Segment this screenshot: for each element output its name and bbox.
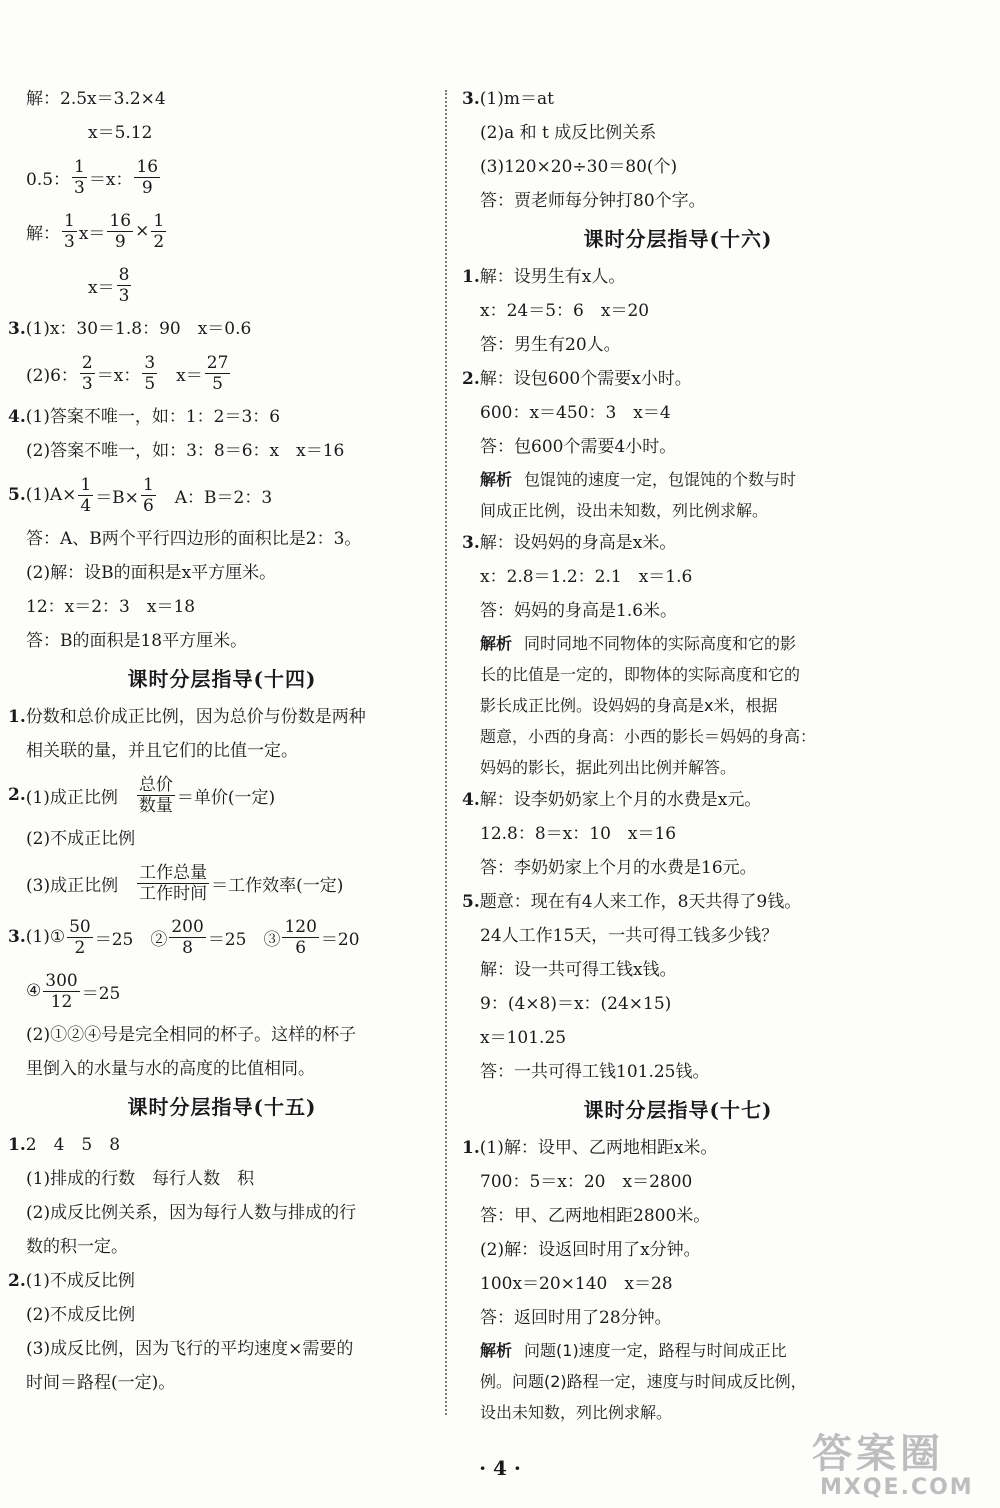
section-heading-16: 课时分层指导(十六)	[583, 227, 773, 251]
s16-q4-answer: 答：李奶奶家上个月的水费是16元。	[480, 858, 757, 878]
s15-q2-part3-line2: 时间＝路程(一定)。	[26, 1373, 176, 1393]
s17-q1-answer2: 答：返回时用了28分钟。	[480, 1308, 672, 1328]
eq-solve-1: 解：2.5x＝3.2×4	[26, 89, 166, 109]
s15-q2-part3-line1: (3)成反比例，因为飞行的平均速度×需要的	[26, 1339, 354, 1359]
s14-q2-part3: (3)成正比例 $\frac{\text{工作总量}}{\text{工作时间}}$ ＝工作效率(一定)	[26, 862, 344, 904]
section-heading-15: 课时分层指导(十五)	[127, 1095, 317, 1119]
q4-part1: 4.(1)答案不唯一，如：1：2＝3：6	[8, 407, 281, 427]
fraction: $\frac{16}{9}$	[109, 210, 132, 252]
eq-result-2: x＝ $\frac{8}{3}$	[88, 264, 130, 306]
fraction: $\frac{1}{2}$	[153, 210, 165, 252]
s16-q5-line5: x＝101.25	[480, 1028, 567, 1048]
s16-q4-line1: 4.解：设李奶奶家上个月的水费是x元。	[462, 790, 762, 810]
q5-part2: (2)解：设B的面积是x平方厘米。	[26, 563, 277, 583]
s14-q2-part2: (2)不成正比例	[26, 829, 136, 849]
fraction: $\frac{3}{5}$	[144, 352, 156, 394]
s16-q2-answer: 答：包600个需要4小时。	[480, 437, 677, 457]
s17-q1-line5: 100x＝20×140 x＝28	[480, 1274, 673, 1294]
s16-q2-line2: 600：x＝450：3 x＝4	[480, 403, 671, 423]
s16-q2-line1: 2.解：设包600个需要x小时。	[462, 369, 692, 389]
fraction: $\frac{1}{4}$	[80, 474, 92, 516]
r-q3-part1: 3.(1)m＝at	[462, 89, 554, 109]
s17-q1-line4: (2)解：设返回时用了x分钟。	[480, 1240, 701, 1260]
page-number: · 4 ·	[479, 1456, 521, 1480]
s17-q1-answer1: 答：甲、乙两地相距2800米。	[480, 1206, 711, 1226]
s16-q1-line1: 1.解：设男生有x人。	[462, 267, 626, 287]
s14-q3-part2-line1: (2)①②④号是完全相同的杯子。这样的杯子	[26, 1025, 357, 1045]
s17-q1-line2: 700：5＝x：20 x＝2800	[480, 1172, 693, 1192]
section-heading-17: 课时分层指导(十七)	[583, 1098, 773, 1122]
fraction: $\frac{2}{3}$	[81, 352, 93, 394]
s15-q2-part2: (2)不成反比例	[26, 1305, 136, 1325]
fraction: $\frac{50}{2}$	[69, 916, 91, 958]
fraction: $\frac{\text{工作总量}}{\text{工作时间}}$	[139, 862, 208, 904]
s14-q3-part1b: ④ $\frac{300}{12}$ ＝25	[26, 970, 121, 1012]
r-q3-answer: 答：贾老师每分钟打80个字。	[480, 191, 706, 211]
s16-q5-line3: 解：设一共可得工钱x钱。	[480, 960, 677, 980]
q3-part1: 3.(1)x：30＝1.8：90 x＝0.6	[8, 319, 252, 339]
left-column	[8, 82, 436, 1400]
eq-proportion-2: 0.5： $\frac{1}{3}$ ＝x： $\frac{16}{9}$	[26, 156, 159, 198]
s16-q5-line4: 9：(4×8)＝x：(24×15)	[480, 994, 672, 1014]
s14-q1-line2: 相关联的量，并且它们的比值一定。	[26, 741, 298, 761]
s16-q5-line2: 24人工作15天，一共可得工钱多少钱？	[480, 926, 779, 946]
s17-q1-analysis: 解析 问题(1)速度一定，路程与时间成正比 例。问题(2)路程一定，速度与时间成反比例， 设出未知数，列比例求解。	[480, 1341, 807, 1422]
fraction: $\frac{120}{6}$	[284, 916, 317, 958]
fraction: $\frac{16}{9}$	[136, 156, 159, 198]
fraction: $\frac{8}{3}$	[118, 264, 130, 306]
fraction: $\frac{1}{3}$	[74, 156, 85, 198]
s15-q1: 1.2 4 5 8	[8, 1135, 121, 1155]
right-column	[462, 82, 894, 1428]
s16-q3-line2: x：2.8＝1.2：2.1 x＝1.6	[480, 567, 693, 587]
r-q3-part3: (3)120×20÷30＝80(个)	[480, 157, 678, 177]
eq-result-1: x＝5.12	[88, 123, 153, 143]
s15-q2-part1: 2.(1)不成反比例	[8, 1271, 135, 1291]
s17-q1-line1: 1.(1)解：设甲、乙两地相距x米。	[462, 1138, 718, 1158]
fraction: $\frac{1}{6}$	[142, 474, 154, 516]
s16-q3-line1: 3.解：设妈妈的身高是x米。	[462, 533, 677, 553]
s16-q3-answer: 答：妈妈的身高是1.6米。	[480, 601, 678, 621]
s16-q3-analysis: 解析 同时同地不同物体的实际高度和它的影 长的比值是一定的，即物体的实际高度和它的 影长成正比例。设妈妈的身高是x米，根据 题意，小西的身高：小西的影长＝妈妈的身高： 妈妈的影长，据此列出比例并解答。	[480, 634, 817, 777]
q5-part3: 12：x＝2：3 x＝18	[26, 597, 196, 617]
r-q3-part2: (2)a 和 t 成反比例关系	[480, 123, 657, 143]
q4-part2: (2)答案不唯一，如：3：8＝6：x x＝16	[26, 441, 345, 461]
fraction: $\frac{27}{5}$	[206, 352, 229, 394]
s14-q1-line1: 1.份数和总价成正比例，因为总价与份数是两种	[8, 707, 366, 727]
s16-q1-answer: 答：男生有20人。	[480, 335, 621, 355]
q5-answer1: 答：A、B两个平行四边形的面积比是2：3。	[26, 529, 362, 549]
fraction: $\frac{300}{12}$	[45, 970, 78, 1012]
s16-q1-line2: x：24＝5：6 x＝20	[480, 301, 650, 321]
fraction: $\frac{\text{总价}}{\text{数量}}$	[138, 774, 173, 816]
s14-q2-part1: 2. (1)成正比例 $\frac{\text{总价}}{\text{数量}}$ ＝单价(一定)	[8, 774, 276, 816]
s14-q3-part2-line2: 里倒入的水量与水的高度的比值相同。	[26, 1059, 315, 1079]
s16-q5-answer: 答：一共可得工钱101.25钱。	[480, 1062, 710, 1082]
fraction: $\frac{1}{3}$	[64, 210, 75, 252]
fraction: $\frac{200}{8}$	[171, 916, 204, 958]
s15-q1-part2-line1: (2)成反比例关系，因为每行人数与排成的行	[26, 1203, 357, 1223]
s15-q1-part2-line2: 数的积一定。	[26, 1237, 128, 1257]
s16-q5-line1: 5.题意：现在有4人来工作，8天共得了9钱。	[462, 892, 802, 912]
section-heading-14: 课时分层指导(十四)	[127, 667, 317, 691]
column-divider	[445, 90, 447, 1415]
q3-part2: (2)6： $\frac{2}{3}$ ＝x： $\frac{3}{5}$ x＝ $\frac{27}{5}$	[26, 352, 229, 394]
s14-q3-part1: 3. (1)① $\frac{50}{2}$ ＝25 ② $\frac{200}{8}$ ＝25 ③ $\frac{120}{6}$ ＝20	[8, 916, 360, 958]
watermark-logo: 答案圈 MXQE.COM	[812, 1431, 974, 1500]
s16-q2-analysis: 解析 包馄饨的速度一定，包馄饨的个数与时 间成正比例，设出未知数，列比例求解。	[480, 470, 797, 520]
q5-part1: 5. (1)A× $\frac{1}{4}$ ＝B× $\frac{1}{6}$ A：B＝2：3	[8, 474, 273, 516]
s16-q4-line2: 12.8：8＝x：10 x＝16	[480, 824, 677, 844]
eq-solve-2: 解： $\frac{1}{3}$ x＝ $\frac{16}{9}$ × $\frac{1}{2}$	[26, 210, 165, 252]
s15-q1-part1: (1)排成的行数 每行人数 积	[26, 1169, 255, 1189]
q5-answer2: 答：B的面积是18平方厘米。	[26, 631, 248, 651]
